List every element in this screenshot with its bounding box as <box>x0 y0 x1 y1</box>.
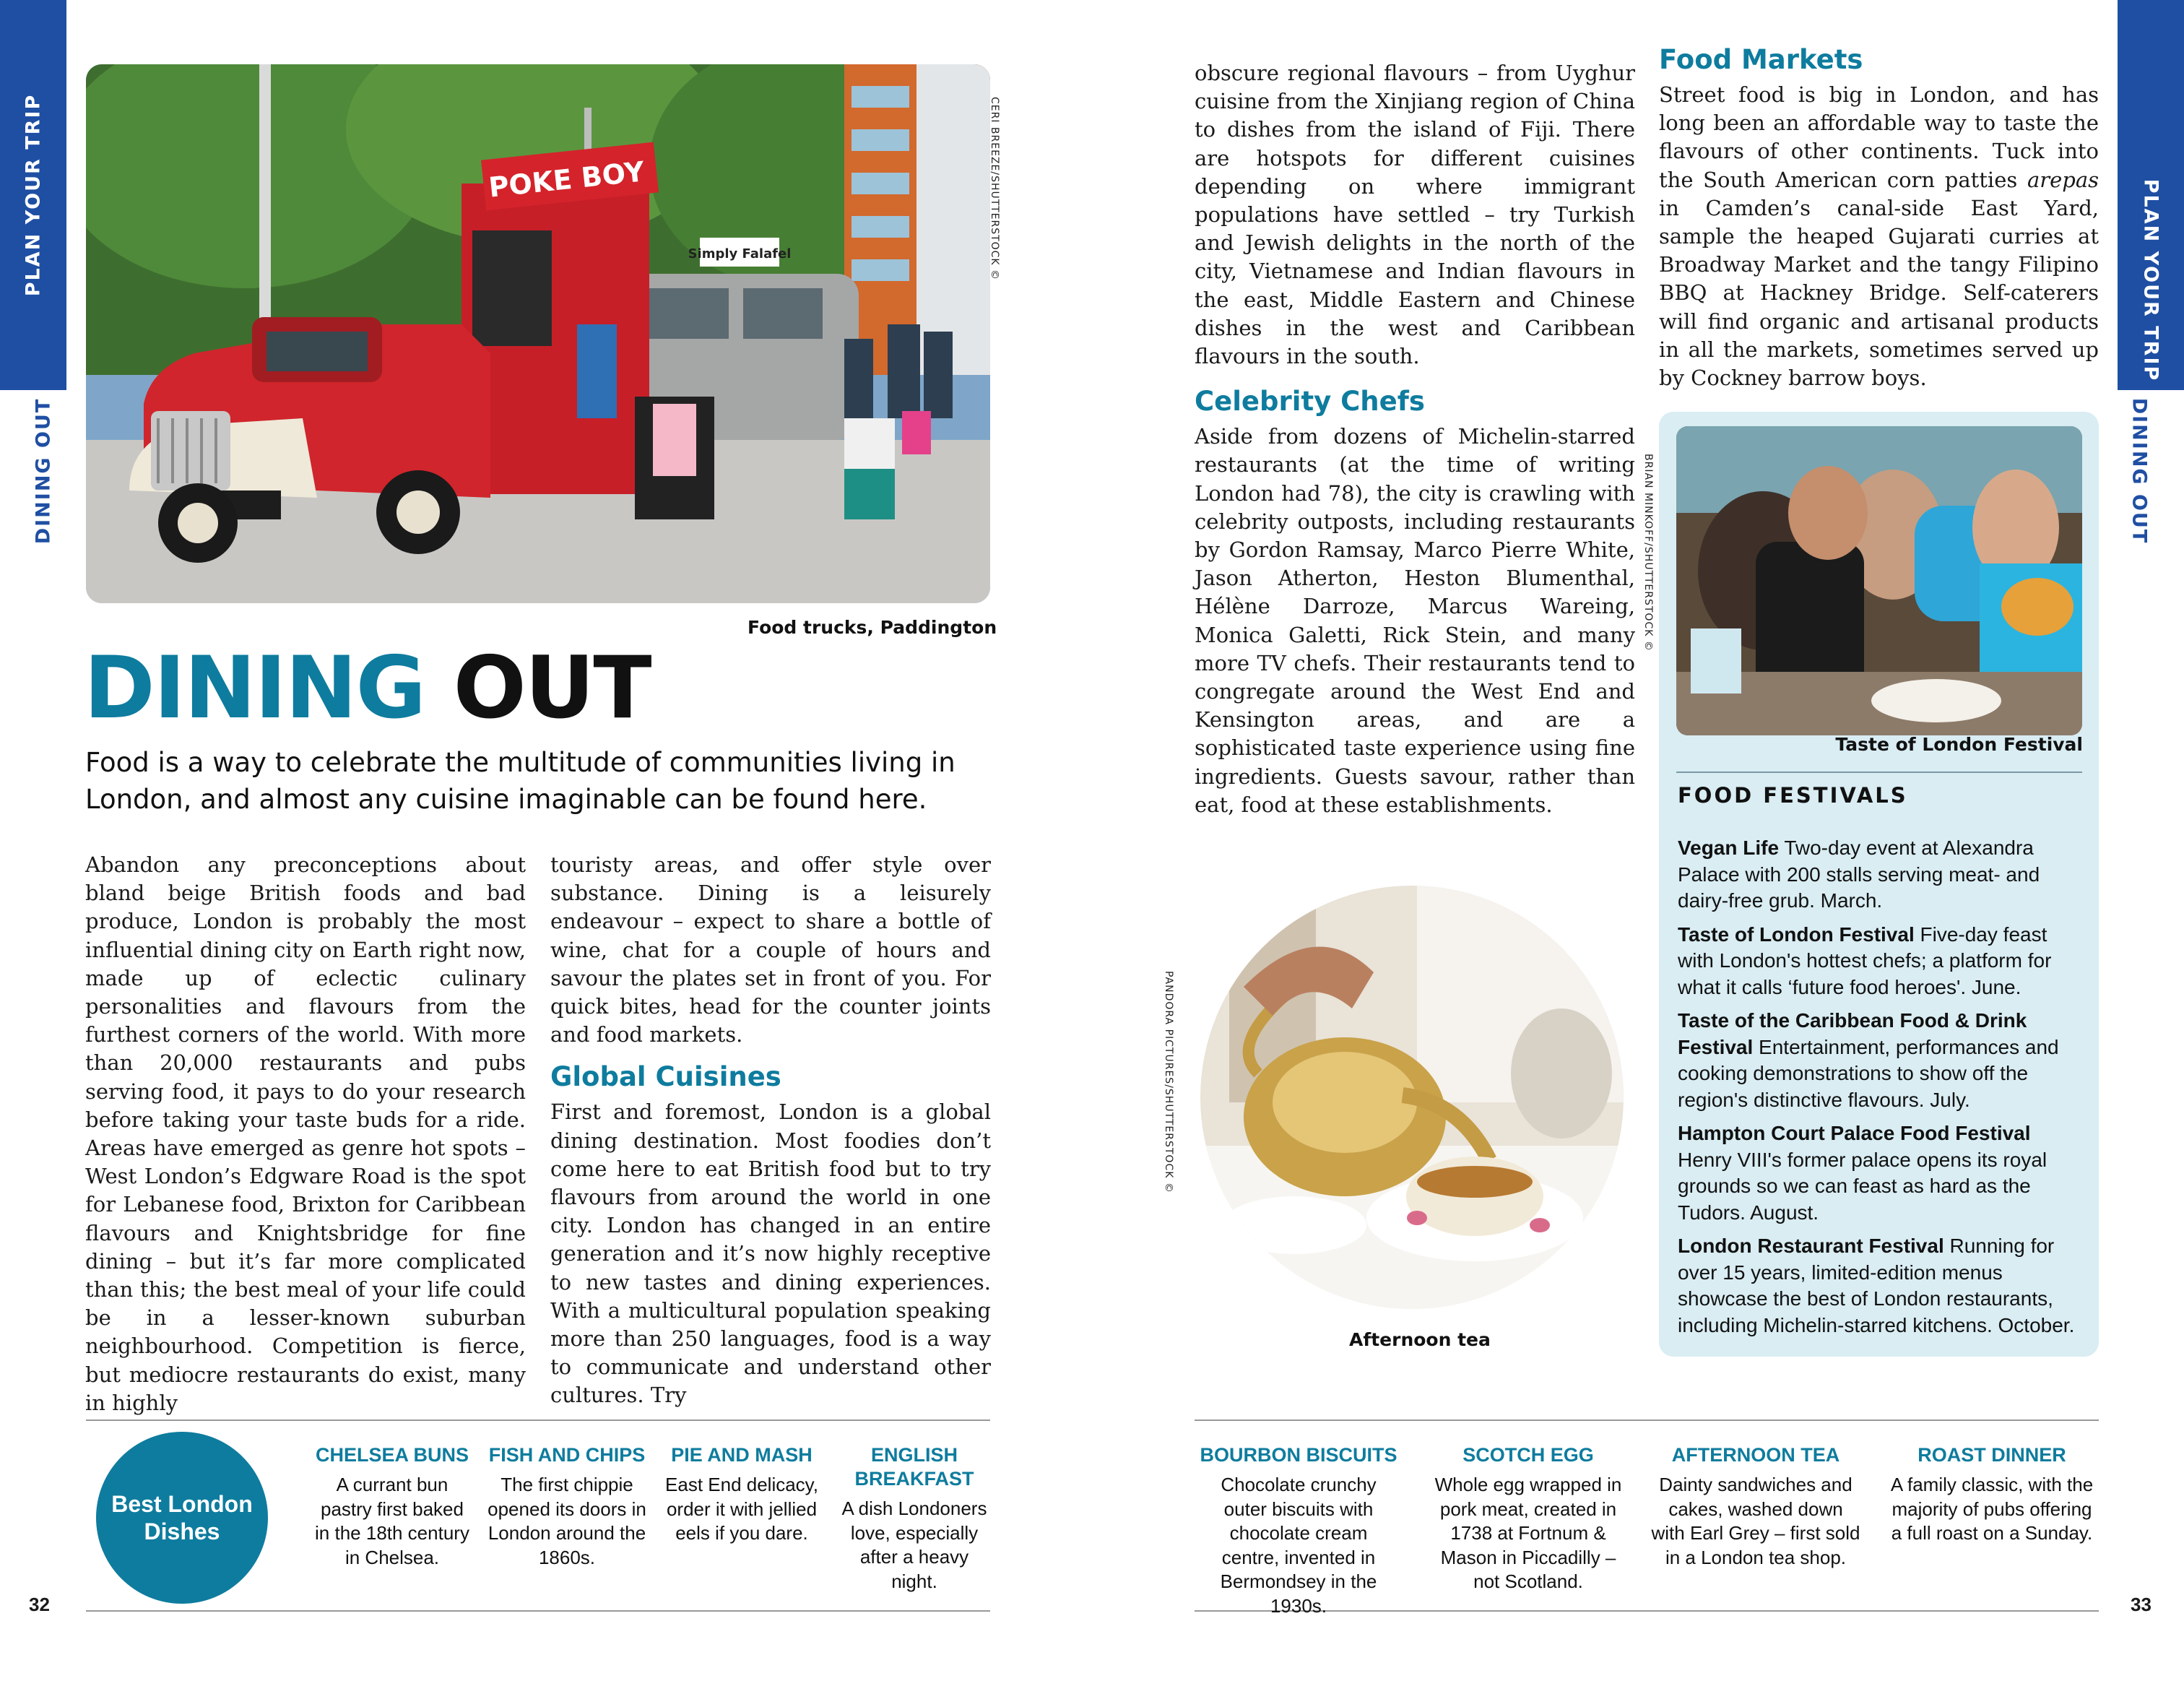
food-trucks-credit: CERI BREEZE/SHUTTERSTOCK © <box>989 97 1000 281</box>
afternoon-tea-caption: Afternoon tea <box>1349 1329 1491 1350</box>
right-section-tab: PLAN YOUR TRIP <box>2139 178 2162 382</box>
dish-name: ENGLISH BREAKFAST <box>854 1444 974 1490</box>
body-paragraph-4: obscure regional flavours – from Uyghur cuisine from the Xinjiang region of China to dishes from the island of Fiji. There are hotspots for different cuisines depending on where immigrant populations have settled – try Turkish and Jewish delights in the north of the city, Vietnamese and Indian flavours in the east, Middle Eastern and Chinese dishes in the west and Caribbean flavours in the south. <box>1195 61 1635 369</box>
body-paragraph-1: Abandon any preconceptions about bland beige British foods and bad produce, London is probably the most influential dining city on Earth right now, made up of eclectic culinary personalities and flavours from the furthest corners of the world. With more than 20,000 restaurants and pubs serving food, it pays to do your research before taking your taste buds for a ride. Areas have emerged as genre hot spots – West London’s Edgware Road is the spot for Lebanese food, Brixton for Caribbean flavours and Knightsbridge for fine dining – but it’s far more complicated than this; the best meal of your life could be in a lesser-known suburban neighbourhood. Competition is fierce, but mediocre restaurants do exist, many in highly <box>85 852 526 1415</box>
dish-description: A dish Londoners love, especially after a heavy night. <box>841 1498 987 1592</box>
festival-item: Hampton Court Palace Food Festival Henry VIII's former palace opens its royal grounds so we can feast as hard as the Tudors. August. <box>1678 1122 2048 1224</box>
page-title <box>84 639 651 738</box>
falafel-sign: Simply Falafel <box>688 246 792 262</box>
dish-description: Chocolate crunchy outer biscuits with chocolate cream centre, invented in Bermondsey in the 1930s. <box>1220 1474 1377 1617</box>
page-title-main: OUT <box>453 639 651 738</box>
dish-item <box>1193 1443 1404 1618</box>
dish-name: FISH AND CHIPS <box>488 1444 646 1466</box>
body-column-2 <box>550 851 991 1410</box>
dish-name: SCOTCH EGG <box>1462 1444 1594 1466</box>
intro-text: Food is a way to celebrate the multitude of communities living in London, and almost any cuisine imaginable can be found here. <box>85 747 956 815</box>
festival-photo-credit: BRIAN MINKOFF/SHUTTERSTOCK © <box>1642 454 1654 652</box>
body-column-1 <box>85 851 526 1417</box>
dish-description: East End delicacy, order it with jellied eels if you dare. <box>665 1474 818 1544</box>
dish-name: PIE AND MASH <box>671 1444 812 1466</box>
festival-item: Taste of the Caribbean Food & Drink Festival Entertainment, performances and cooking demonstrations to show off the region's distinctive flavours. July. <box>1678 1009 2059 1111</box>
body-paragraph-3: First and foremost, London is a global dining destination. Most foodies don’t come here to eat British food but to try flavours from around the world in one city. London has changed in an entire generation and it’s now highly receptive to new tastes and dining experiences. With a multicultural population speaking more than 250 languages, food is a way to communicate and understand other cultures. Try <box>550 1099 991 1408</box>
poke-boy-sign: POKE BOY <box>487 155 646 204</box>
body-column-3 <box>1195 59 1635 819</box>
best-dishes-badge-label: Best London Dishes <box>111 1491 253 1544</box>
dish-name: AFTERNOON TEA <box>1671 1444 1840 1466</box>
dishes-top-rule-right <box>1195 1419 2099 1421</box>
page-title-accent: DINING <box>84 639 425 738</box>
dish-description: A family classic, with the majority of pubs offering a full roast on a Sunday. <box>1890 1474 2094 1544</box>
food-trucks-caption: Food trucks, Paddington <box>748 617 997 638</box>
body-column-4 <box>1659 42 2099 392</box>
dish-name: CHELSEA BUNS <box>315 1444 469 1466</box>
dish-item <box>313 1443 472 1570</box>
left-chapter-tab: DINING OUT <box>32 397 55 545</box>
dish-name: ROAST DINNER <box>1918 1444 2066 1466</box>
right-chapter-tab: DINING OUT <box>2128 397 2151 545</box>
food-festivals-list <box>1678 835 2086 1339</box>
left-section-tab: PLAN YOUR TRIP <box>22 93 45 297</box>
food-festivals-box <box>1659 412 2099 1357</box>
dish-item <box>1884 1443 2100 1546</box>
festival-item: London Restaurant Festival Running for over 15 years, limited-edition menus showcase the best of London restaurants, including Michelin-starred kitchens. October. <box>1678 1235 2075 1336</box>
food-markets-heading: Food Markets <box>1659 44 1863 75</box>
dish-item <box>829 1443 1000 1594</box>
celebrity-chefs-heading: Celebrity Chefs <box>1195 386 1425 418</box>
dish-description: A currant bun pastry first baked in the 18th century in Chelsea. <box>315 1474 469 1568</box>
food-festivals-title: FOOD FESTIVALS <box>1678 783 1908 808</box>
dish-description: The first chippie opened its doors in London around the 1860s. <box>488 1474 646 1568</box>
dishes-top-rule-left <box>86 1419 990 1421</box>
dish-name: BOURBON BISCUITS <box>1200 1444 1398 1466</box>
dish-item <box>1423 1443 1634 1594</box>
festival-item: Vegan Life Two-day event at Alexandra Palace with 200 stalls serving meat- and dairy-free grub. March. <box>1678 837 2040 912</box>
best-dishes-badge <box>96 1432 268 1604</box>
festival-photo <box>1676 426 2082 735</box>
dish-item <box>662 1443 821 1546</box>
tea-photo-credit: PANDORA PICTURES/SHUTTERSTOCK © <box>1163 971 1174 1193</box>
page-number-right: 33 <box>2131 1594 2152 1615</box>
global-cuisines-heading: Global Cuisines <box>550 1061 781 1093</box>
body-paragraph-5: Aside from dozens of Michelin-starred restaurants (at the time of writing London had 78), the city is crawling with celebrity outposts, including restaurants by Gordon Ramsay, Marco Pierre White, Jason Atherton, Heston Blumenthal, Hélène Darroze, Marcus Wareing, Monica Galetti, Rick Stein, and many more TV chefs. Their restaurants tend to congregate around the West End and Kensington areas, and are a sophisticated taste experience using fine ingredients. Guests savour, rather than eat, food at these establishments. <box>1195 424 1635 817</box>
page-number-left: 32 <box>29 1594 50 1615</box>
dishes-bottom-rule-left <box>86 1610 990 1612</box>
dish-item <box>488 1443 646 1570</box>
afternoon-tea-photo <box>1200 886 1624 1309</box>
body-paragraph-2: touristy areas, and offer style over substance. Dining is a leisurely endeavour – expect to share a bottle of wine, chat for a couple of hours and savour the plates set in front of you. For quick bites, head for the counter joints and food markets. <box>550 852 991 1047</box>
dish-description: Whole egg wrapped in pork meat, created in 1738 at Fortnum & Mason in Piccadilly – not Scotland. <box>1434 1474 1622 1592</box>
dish-description: Dainty sandwiches and cakes, washed down with Earl Grey – first sold in a London tea shop. <box>1651 1474 1860 1568</box>
body-paragraph-6: Street food is big in London, and has long been an affordable way to taste the flavours of other continents. Tuck into the South American corn patties arepas in Camden’s canal-side East Yard, sample the heaped Gujarati curries at Broadway Market and the tangy Filipino BBQ at Hackney Bridge. Self-caterers will find organic and artisanal products in all the markets, sometimes served up by Cockney barrow boys. <box>1659 82 2099 391</box>
festival-item: Taste of London Festival Five-day feast with London's hottest chefs; a platform for what it calls ‘future food heroes'. June. <box>1678 922 2052 998</box>
festival-divider <box>1676 772 2082 773</box>
arepas-term: arepas <box>2027 167 2099 192</box>
food-trucks-photo <box>86 64 990 603</box>
festival-photo-caption: Taste of London Festival <box>1835 734 2083 755</box>
dish-item <box>1648 1443 1863 1570</box>
